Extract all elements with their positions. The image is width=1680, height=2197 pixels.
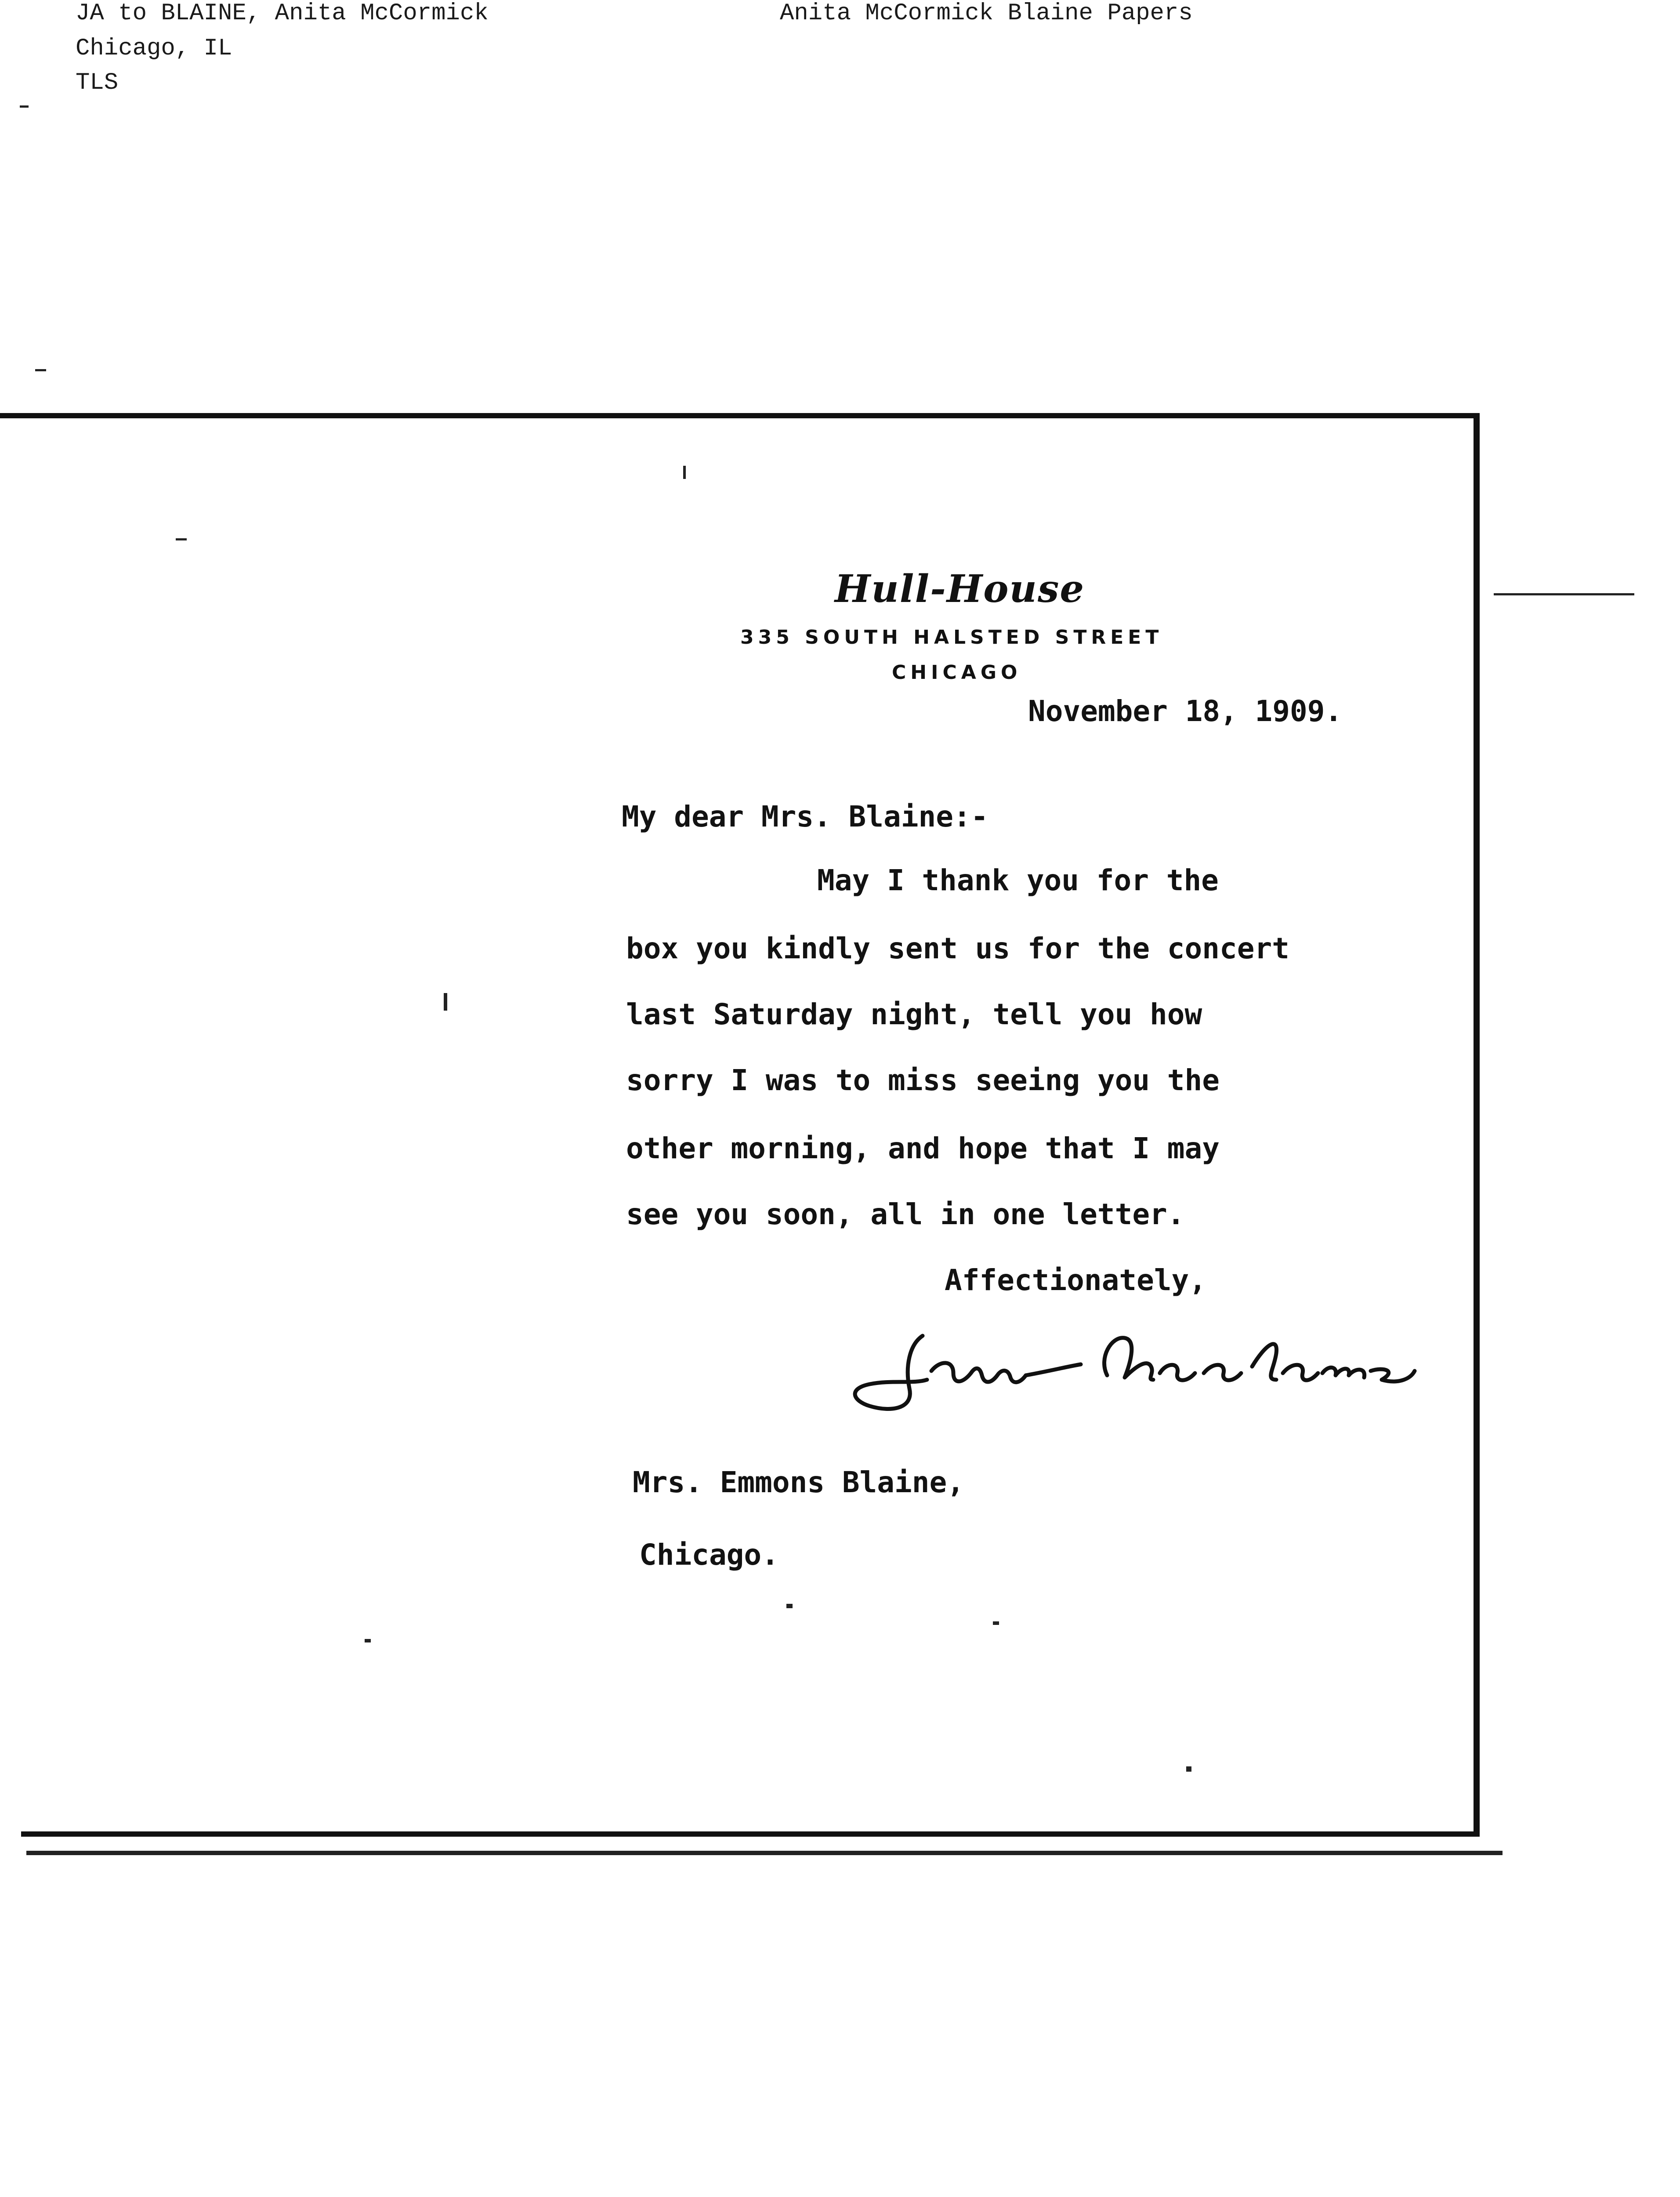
letterhead-city: CHICAGO	[892, 661, 1022, 684]
letter-body-line: other morning, and hope that I may	[626, 1131, 1220, 1165]
scan-mark	[1494, 593, 1634, 595]
scan-mark	[35, 369, 46, 371]
letter-body-line: box you kindly sent us for the concert	[626, 932, 1289, 965]
archive-header-collection: Anita McCormick Blaine Papers	[780, 0, 1193, 27]
letter-body-line: last Saturday night, tell you how	[626, 997, 1202, 1031]
scan-mark	[786, 1604, 793, 1608]
letter-body-line: see you soon, all in one letter.	[626, 1197, 1185, 1231]
archive-header-correspondents: JA to BLAINE, Anita McCormick	[76, 0, 489, 27]
recipient-city: Chicago.	[639, 1538, 779, 1572]
handwritten-signature	[844, 1318, 1432, 1432]
letter-body-line: sorry I was to miss seeing you the	[626, 1063, 1220, 1097]
frame-bottom-edge	[26, 1851, 1503, 1855]
archive-header-place: Chicago, IL	[76, 35, 232, 62]
letter-closing: Affectionately,	[945, 1263, 1207, 1297]
scan-mark	[444, 993, 447, 1011]
scan-mark	[1186, 1766, 1191, 1772]
scan-mark	[683, 466, 686, 479]
scan-mark	[993, 1621, 999, 1625]
letter-body-line: May I thank you for the	[817, 863, 1219, 897]
recipient-name: Mrs. Emmons Blaine,	[633, 1465, 964, 1499]
letter-date: November 18, 1909.	[1028, 694, 1343, 728]
letter-salutation: My dear Mrs. Blaine:-	[622, 800, 988, 834]
scan-mark	[365, 1639, 371, 1642]
scan-mark	[20, 105, 29, 108]
letterhead-street: 335 SOUTH HALSTED STREET	[740, 626, 1163, 649]
scan-mark	[176, 538, 187, 540]
letterhead-name: Hull-House	[835, 567, 1085, 611]
archive-header-doctype: TLS	[76, 69, 119, 96]
